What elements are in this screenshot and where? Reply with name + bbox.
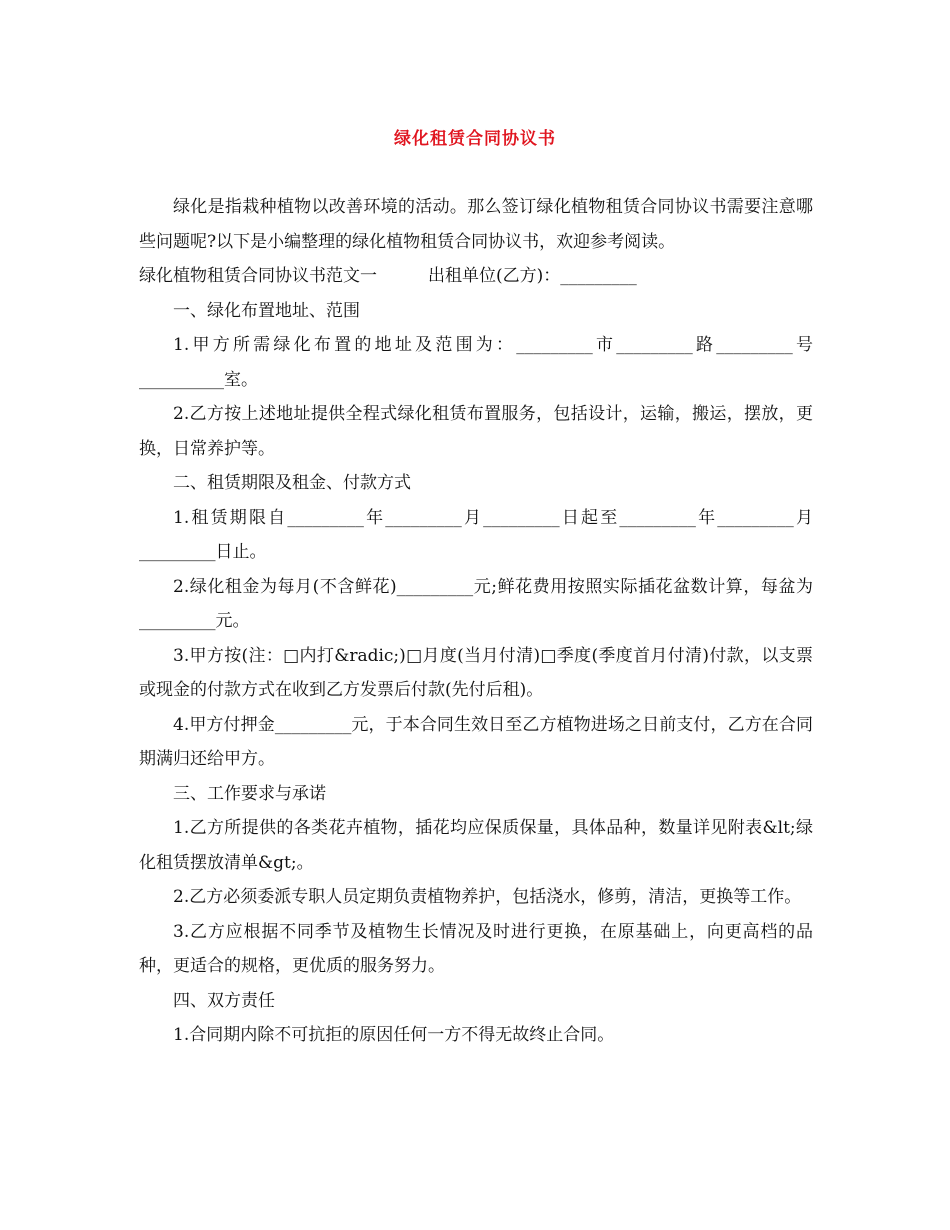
section-heading-3: 三、工作要求与承诺 — [173, 783, 326, 804]
clause-2-4: 4.甲方付押金_________元，于本合同生效日至乙方植物进场之日前支付，乙方在合同期满归还给甲方。 — [139, 714, 813, 769]
section-heading-2: 二、租赁期限及租金、付款方式 — [173, 473, 411, 493]
section-heading-1: 一、绿化布置地址、范围 — [173, 300, 360, 321]
clause-2-1: 1.租赁期限自_________年_________月_________日起至_________年_________月_________日止。 — [139, 507, 813, 562]
clause-3-1: 1.乙方所提供的各类花卉植物，插花均应保质保量，具体品种，数量详见附表&lt;绿化租赁摆放清单&gt;。 — [139, 818, 813, 873]
sample-heading-line — [139, 259, 813, 294]
clause-3-3: 3.乙方应根据不同季节及植物生长情况及时进行更换，在原基础上，向更高档的品种，更适合的规格，更优质的服务努力。 — [139, 921, 813, 976]
clause-3-2: 2.乙方必须委派专职人员定期负责植物养护，包括浇水，修剪，清洁，更换等工作。 — [173, 887, 802, 907]
lessor-line: 出租单位(乙方)：_________ — [428, 266, 637, 286]
document-title: 绿化租赁合同协议书 — [394, 129, 556, 149]
sample-heading: 绿化植物租赁合同协议书范文一 — [139, 266, 377, 286]
clause-1-1: 1.甲方所需绿化布置的地址及范围为：_________市_________路_________号__________室。 — [139, 335, 813, 390]
clause-1-2: 2.乙方按上述地址提供全程式绿化租赁布置服务，包括设计，运输，搬运，摆放，更换，日常养护等。 — [139, 404, 813, 459]
clause-2-3: 3.甲方按(注：□内打&radic;)□月度(当月付清)□季度(季度首月付清)付款，以支票或现金的付款方式在收到乙方发票后付款(先付后租)。 — [139, 645, 813, 700]
clause-4-1: 1.合同期内除不可抗拒的原因任何一方不得无故终止合同。 — [173, 1025, 615, 1045]
section-heading-4: 四、双方责任 — [173, 990, 275, 1011]
intro-paragraph: 绿化是指栽种植物以改善环境的活动。那么签订绿化植物租赁合同协议书需要注意哪些问题呢?以下是小编整理的绿化植物租赁合同协议书，欢迎参考阅读。 — [139, 197, 813, 252]
document-body — [139, 190, 813, 1053]
clause-2-2: 2.绿化租金为每月(不含鲜花)_________元;鲜花费用按照实际插花盆数计算，每盆为_________元。 — [139, 576, 813, 631]
